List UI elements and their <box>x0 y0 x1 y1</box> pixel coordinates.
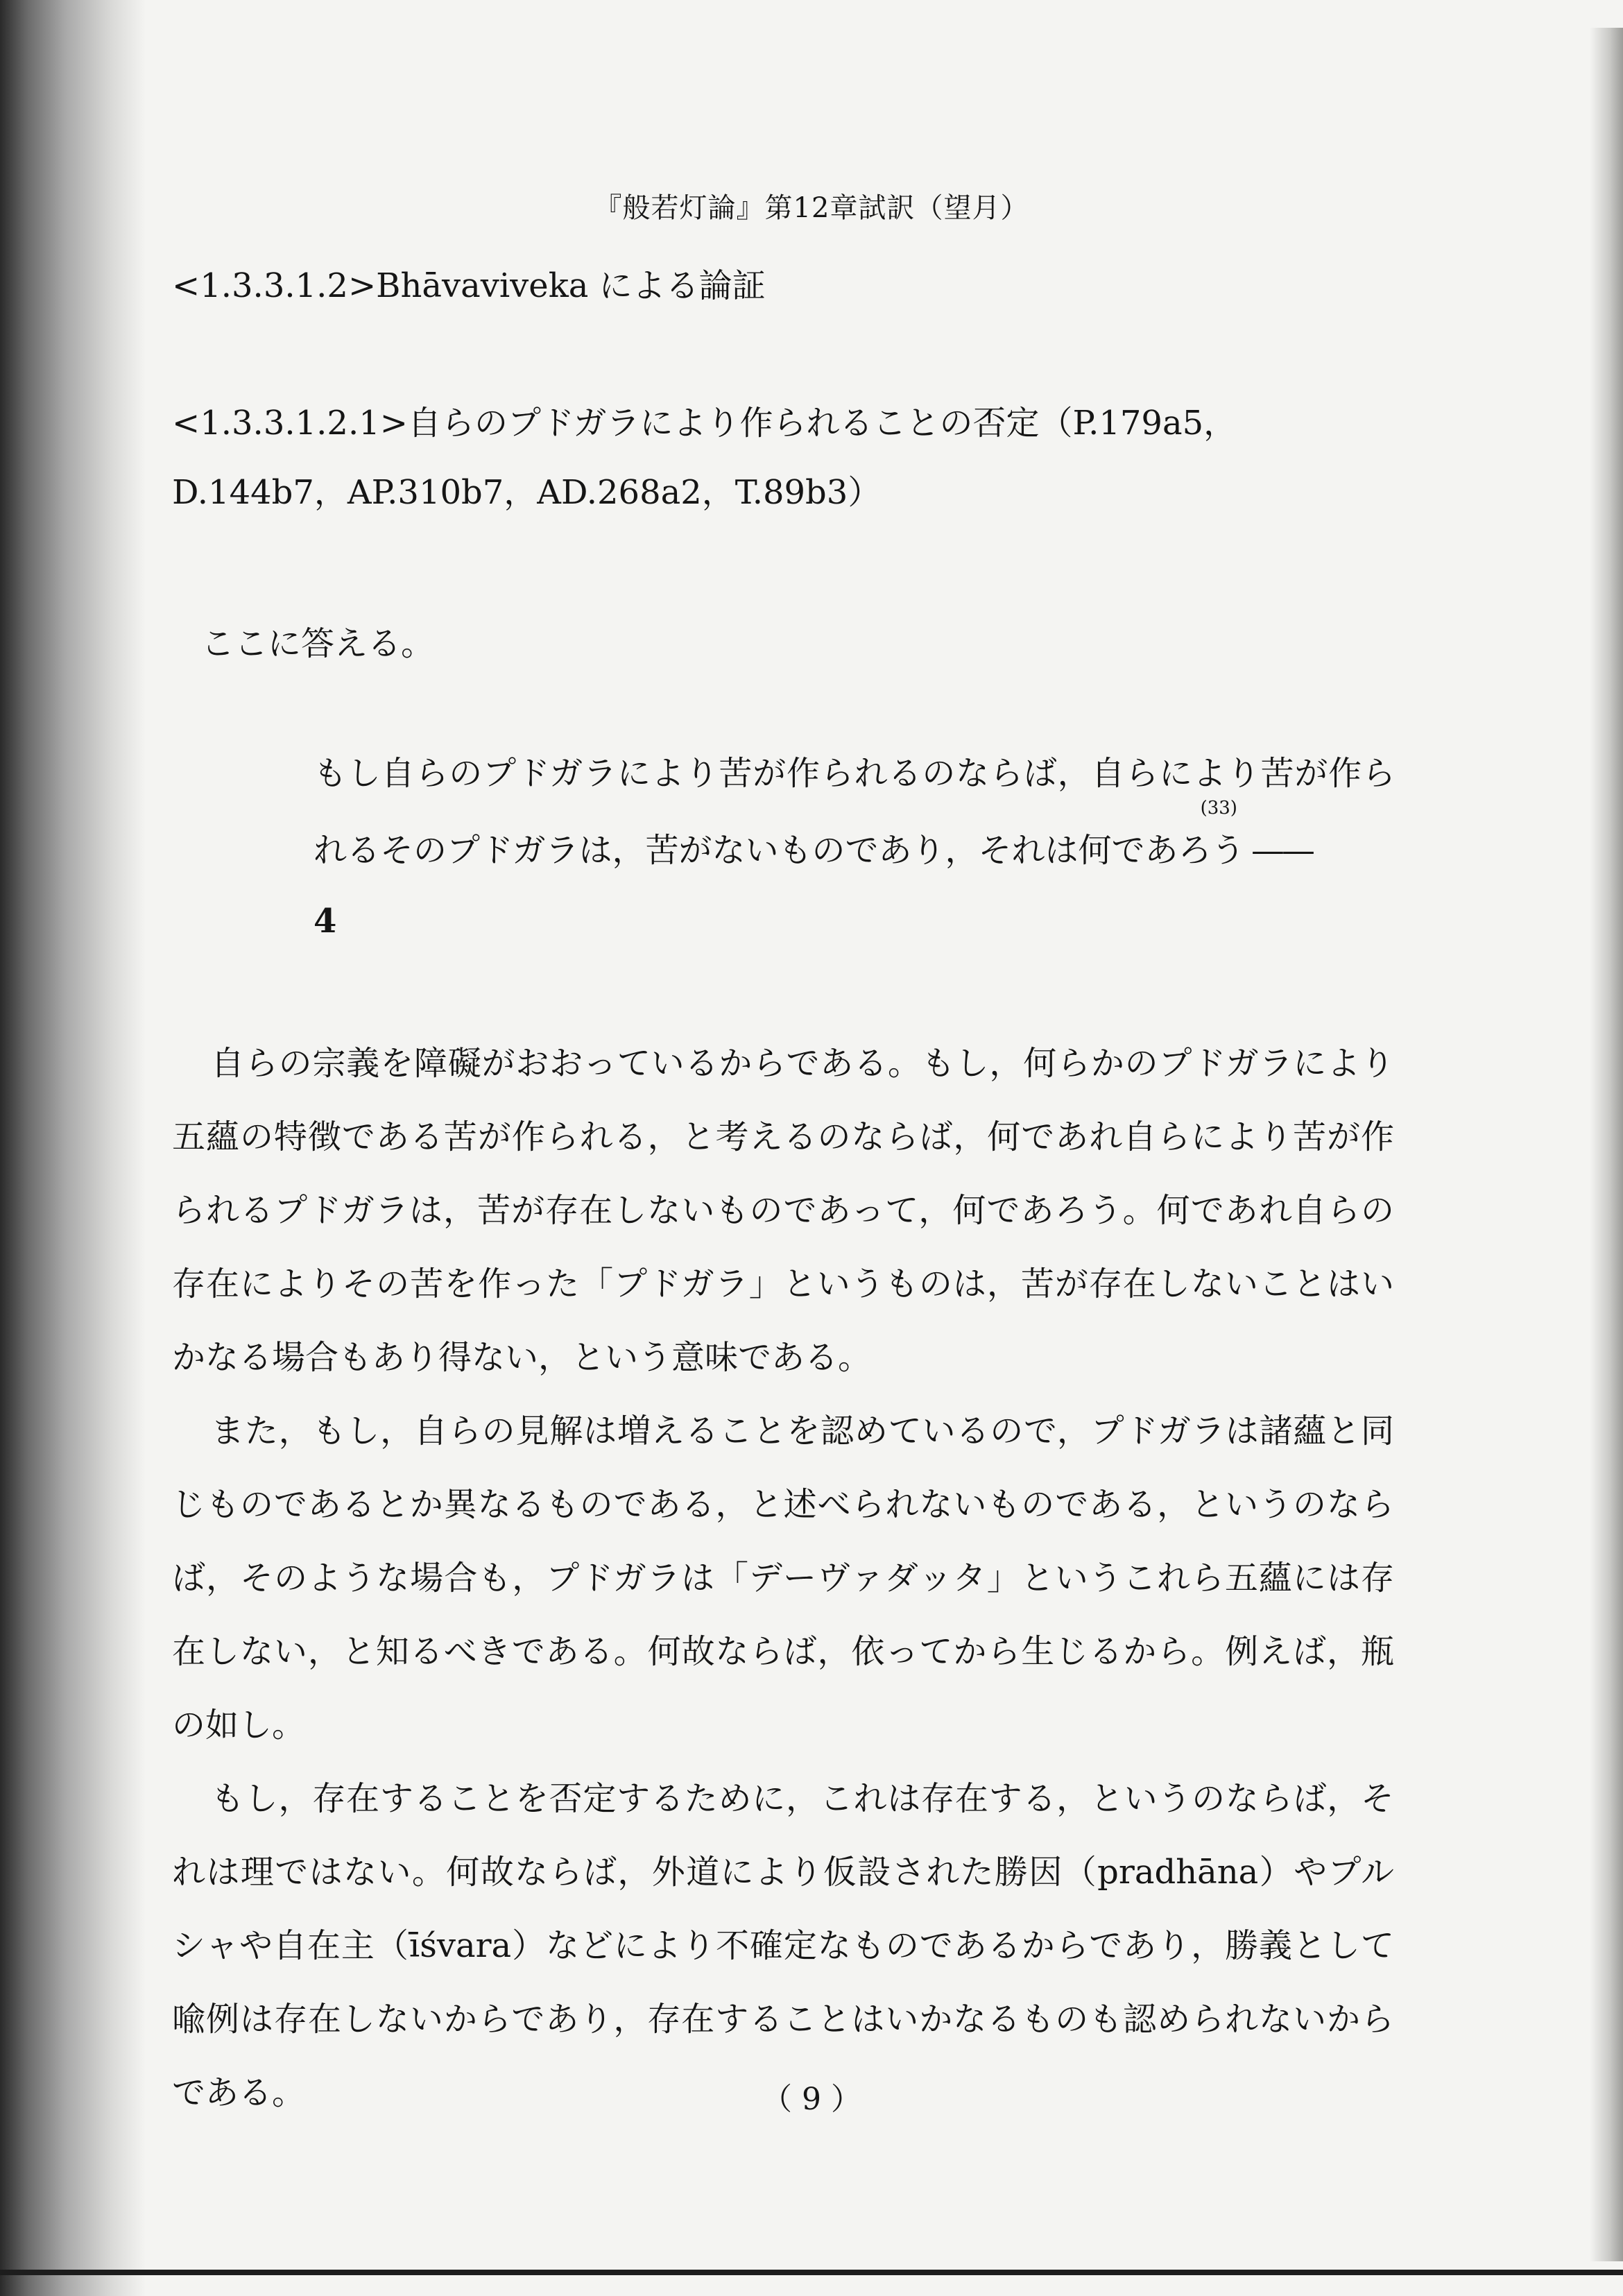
page-edge <box>1590 28 1623 2261</box>
verse-block <box>314 738 1396 957</box>
footnote-marker: (33) <box>1200 798 1237 819</box>
paragraph: また，もし，自らの見解は増えることを認めているので，プドガラは諸蘊と同じものであるとか異なるものである，と述べられないものである，というのならば，そのような場合も，プドガラは「デーヴァダッタ」というこれら五蘊には存在しない，と知るべきである。何故ならば，依ってから生じるから。例えば，瓶の如し。 <box>172 1412 1394 1745</box>
running-head: 『般若灯論』第12章試訳（望月） <box>594 192 1029 224</box>
bottom-rule <box>0 2270 1623 2275</box>
section-heading-1: <1.3.3.1.2>Bhāvaviveka による論証 <box>172 266 766 305</box>
section-heading-2: <1.3.3.1.2.1>自らのプドガラにより作られることの否定（P.179a5，D.144b7，AP.310b7，AD.268a2，T.89b3） <box>172 404 1237 512</box>
answer-line: ここに答える。 <box>201 624 435 663</box>
verse-text: もし自らのプドガラにより苦が作られるのならば，自らにより苦が作られるそのプドガラは，苦がないものであり，それは何であろう <box>314 754 1396 870</box>
binding-shadow <box>0 0 146 2296</box>
paragraph: もし，存在することを否定するために，これは存在する，というのならば，それは理ではない。何故ならば，外道により仮設された勝因（pradhāna）やプルシャや自在主（īśvara）などにより不確定なものであるからであり，勝義として喩例は存在しないからであり，存在することはいかなるものも認められないからである。 <box>172 1779 1394 2112</box>
body-text <box>172 1027 1394 2130</box>
verse-number: 4 <box>314 902 337 941</box>
paragraph: 自らの宗義を障礙がおおっているからである。もし，何らかのプドガラにより五蘊の特徴である苦が作られる，と考えるのならば，何であれ自らにより苦が作られるプドガラは，苦が存在しないものであって，何であろう。何であれ自らの存在によりその苦を作った「プドガラ」というものは，苦が存在しないことはいかなる場合もあり得ない，という意味である。 <box>172 1044 1394 1377</box>
verse-dash: —— <box>1251 831 1312 870</box>
page-number: （ 9 ） <box>762 2082 861 2117</box>
